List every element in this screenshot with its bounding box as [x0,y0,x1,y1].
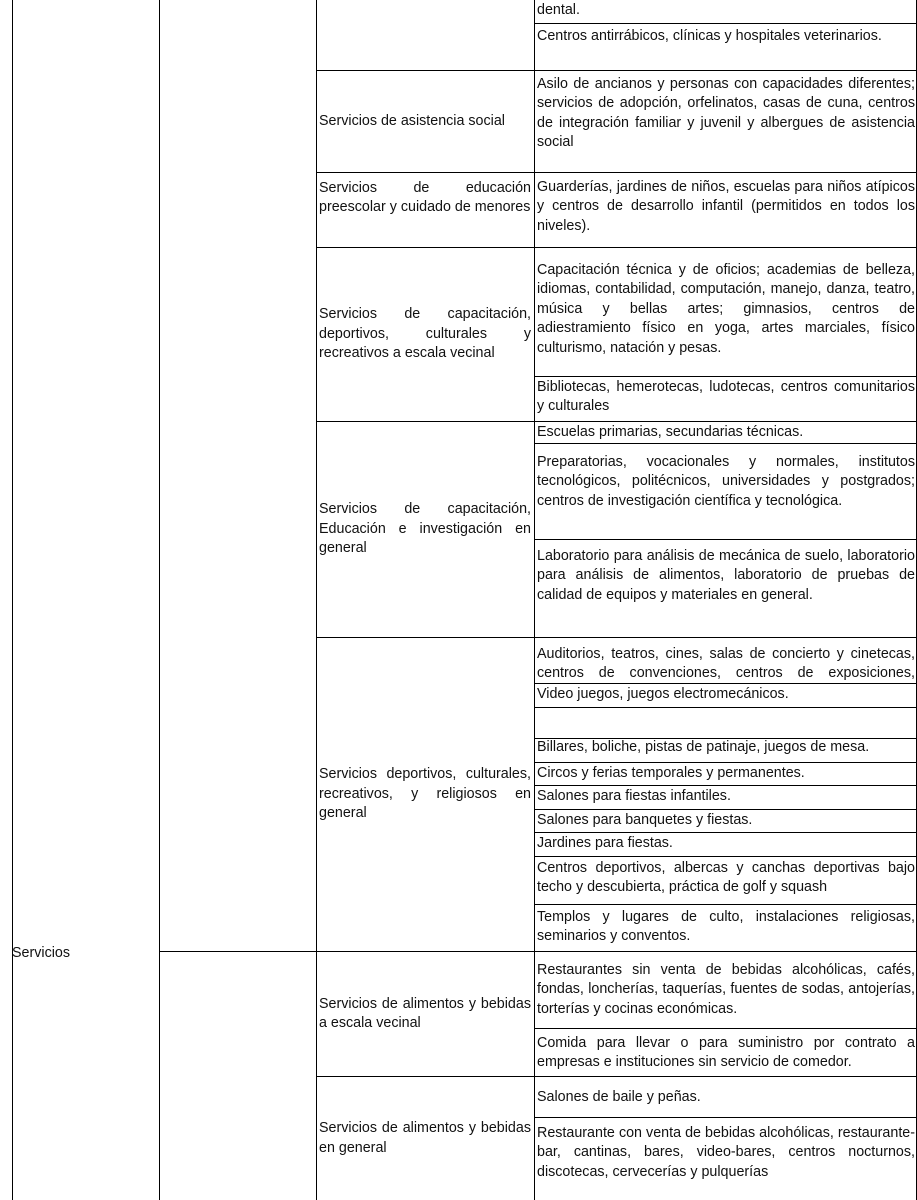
item-rule [534,762,917,763]
item-rule [534,23,917,24]
category-cell [317,422,533,637]
item-rule [534,832,917,833]
description-cell [536,547,916,637]
item-rule [534,376,917,377]
item-rule [534,707,917,708]
item-rule [534,443,917,444]
description-cell [536,178,916,247]
item-rule [534,856,917,857]
item-rule [534,1028,917,1029]
category-cell [317,71,533,172]
description-text: Preparatorias, vocacionales y normales, institutos tecnológicos, politécnicos, universidades y postgrados; centros de investigación científica y tecnológica. [537,454,915,509]
description-text: Bibliotecas, hemerotecas, ludotecas, centros comunitarios y culturales [537,379,915,415]
description-text: Video juegos, juegos electromecánicos. [537,686,789,702]
description-cell [536,1124,916,1200]
description-text: Escuelas primarias, secundarias técnicas. [537,424,804,440]
description-text: Jardines para fiestas. [537,835,673,851]
category-label: Servicios de capacitación, deportivos, culturales y recreativos a escala vecinal [319,306,531,362]
description-text: Restaurante con venta de bebidas alcohólicas, restaurante-bar, cantinas, bares, video-bares, centros nocturnos, discotecas, cervecerías y pulquerías [537,1125,915,1180]
category-label: Servicios de alimentos y bebidas a escala vecinal [319,995,531,1031]
category-label: Servicios deportivos, culturales, recreativos, y religiosos en general [319,766,531,822]
description-cell [536,1034,916,1076]
category-cell [317,1077,533,1200]
description-text: dental. [537,2,580,18]
description-cell [536,1088,916,1117]
item-rule [534,809,917,810]
description-cell [536,27,916,70]
description-text: Templos y lugares de culto, instalaciones religiosas, seminarios y conventos. [537,909,915,945]
description-cell [536,261,916,376]
description-text: Auditorios, teatros, cines, salas de concierto y cinetecas, centros de convenciones, centros de exposiciones, [537,646,915,682]
description-text: Billares, boliche, pistas de patinaje, juegos de mesa. [537,739,870,755]
item-rule [534,539,917,540]
description-text: Laboratorio para análisis de mecánica de suelo, laboratorio para análisis de alimentos, laboratorio de pruebas de calidad de equipos y materiales en general. [537,548,915,603]
description-text: Centros antirrábicos, clínicas y hospitales veterinarios. [537,28,882,44]
category-label: Servicios de asistencia social [319,112,505,129]
item-rule [534,904,917,905]
description-text: Guarderías, jardines de niños, escuelas para niños atípicos y centros de desarrollo infantil (permitidos en todos los niveles). [537,179,915,234]
description-cell [536,961,916,1028]
item-rule [534,683,917,684]
category-cell [317,952,533,1076]
description-cell [536,811,916,832]
category-cell [317,248,533,421]
group-label: Servicios [12,945,70,961]
row-rule [159,951,917,952]
description-text: Asilo de ancianos y personas con capacidades diferentes; servicios de adopción, orfelinatos, casas de cuna, centros de integración familiar y juvenil y albergues de asistencia social [537,76,915,151]
description-cell [536,908,916,951]
category-cell [317,173,533,247]
description-cell [536,645,916,683]
category-cell [317,638,533,951]
category-label: Servicios de capacitación, Educación e investigación en general [319,501,531,557]
column-rule [12,0,13,1200]
description-cell [536,738,916,762]
description-cell [536,423,916,443]
description-text: Centros deportivos, albercas y canchas deportivas bajo techo y descubierta, práctica de golf y squash [537,860,915,896]
description-cell [536,1,916,23]
item-rule [534,1117,917,1118]
description-cell [536,834,916,856]
description-text: Capacitación técnica y de oficios; academias de belleza, idiomas, contabilidad, computación, manejo, danza, teatro, música y bellas artes; gimnasios, centros de adiestramiento físico en yoga, artes marciales, físico culturismo, natación y pesas. [537,262,915,356]
description-cell [536,764,916,785]
description-cell [536,787,916,809]
description-text: Salones para fiestas infantiles. [537,788,731,804]
description-cell [536,453,916,539]
description-cell [536,378,916,421]
category-label: Servicios de educación preescolar y cuidado de menores [319,180,531,216]
description-cell [536,859,916,904]
description-text: Circos y ferias temporales y permanentes. [537,765,805,781]
item-rule [534,785,917,786]
description-text: Restaurantes sin venta de bebidas alcohólicas, cafés, fondas, loncherías, taquerías, fuentes de sodas, antojerías, torterías y cocinas económicas. [537,962,915,1017]
description-text: Salones de baile y peñas. [537,1089,701,1105]
description-text: Salones para banquetes y fiestas. [537,812,753,828]
description-text: Comida para llevar o para suministro por contrato a empresas e instituciones sin servicio de comedor. [537,1035,915,1071]
description-cell [536,685,916,707]
column-rule [534,0,535,1200]
category-label: Servicios de alimentos y bebidas en general [319,1120,531,1156]
column-rule [159,0,160,1200]
description-cell [536,75,916,172]
